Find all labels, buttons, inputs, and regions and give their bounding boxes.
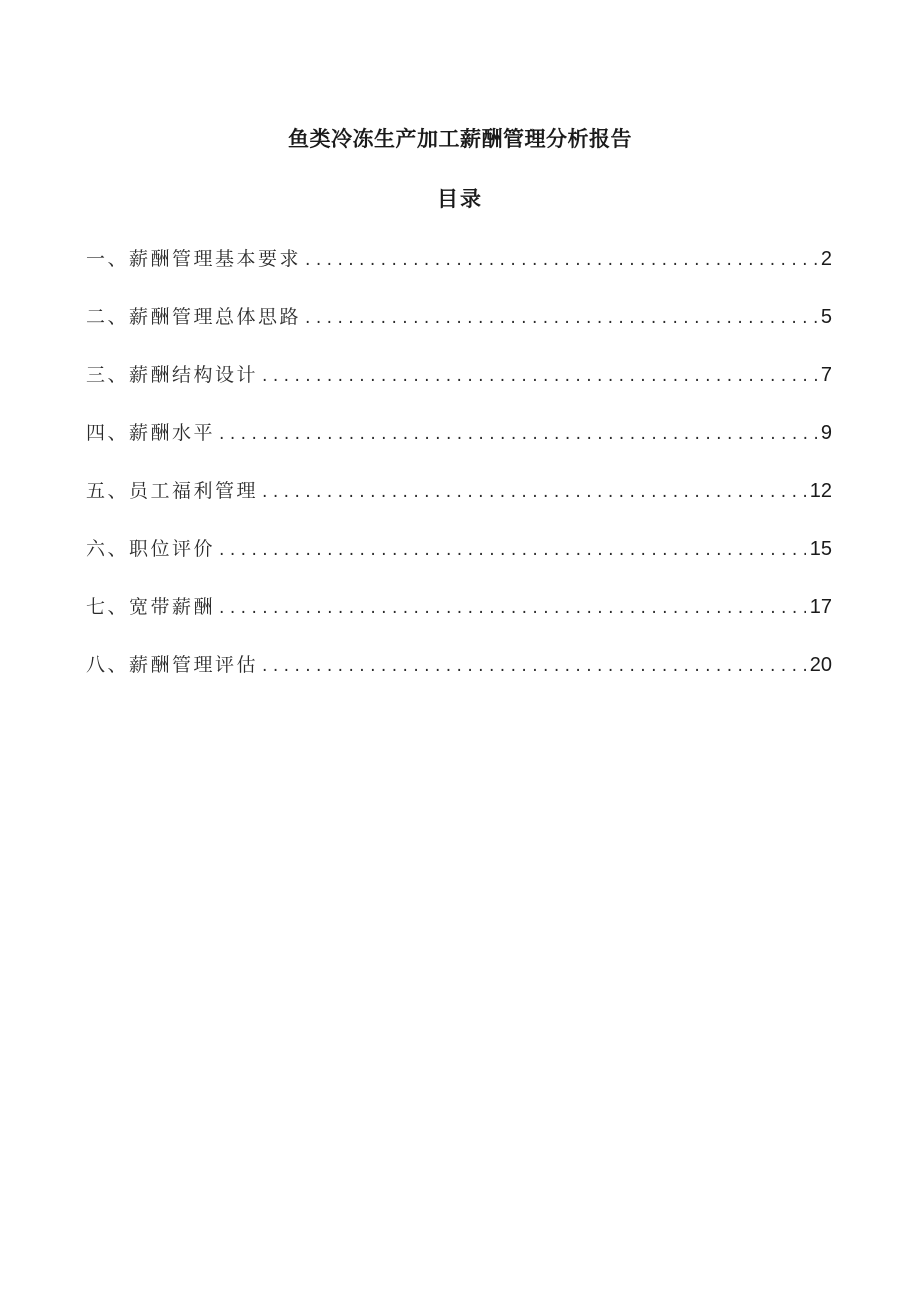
toc-dot-leader: [219, 535, 806, 565]
toc-dot-leader: [305, 303, 817, 333]
toc-entry-4[interactable]: [86, 418, 832, 476]
toc-entry-8[interactable]: [86, 650, 832, 708]
toc-entry-label: 六、职位评价: [86, 538, 216, 560]
toc-entry-page-number: 12: [809, 480, 832, 502]
toc-entry-label: 一、薪酬管理基本要求: [86, 248, 302, 270]
toc-entry-page-number: 9: [820, 422, 832, 444]
toc-entry-7[interactable]: [86, 592, 832, 650]
toc-entry-label: 五、员工福利管理: [86, 480, 259, 502]
toc-heading: 目录: [437, 187, 483, 211]
toc-entry-label: 四、薪酬水平: [86, 422, 216, 444]
toc-entry-label: 三、薪酬结构设计: [86, 364, 259, 386]
toc-entry-page-number: 15: [809, 538, 832, 560]
toc-entry-page-number: 7: [820, 364, 832, 386]
toc-dot-leader: [262, 651, 806, 681]
toc-entry-page-number: 17: [809, 596, 832, 618]
table-of-contents: [86, 244, 832, 708]
toc-entry-label: 二、薪酬管理总体思路: [86, 306, 302, 328]
toc-dot-leader: [219, 593, 806, 623]
toc-entry-page-number: 20: [809, 654, 832, 676]
toc-dot-leader: [305, 245, 817, 275]
toc-entry-1[interactable]: [86, 244, 832, 302]
toc-entry-label: 七、宽带薪酬: [86, 596, 216, 618]
toc-entry-6[interactable]: [86, 534, 832, 592]
toc-dot-leader: [262, 477, 806, 507]
toc-dot-leader: [262, 361, 817, 391]
toc-entry-page-number: 2: [820, 248, 832, 270]
toc-entry-page-number: 5: [820, 306, 832, 328]
toc-entry-label: 八、薪酬管理评估: [86, 654, 259, 676]
toc-dot-leader: [219, 419, 817, 449]
document-title: 鱼类冷冻生产加工薪酬管理分析报告: [288, 127, 632, 151]
toc-entry-2[interactable]: [86, 302, 832, 360]
toc-entry-5[interactable]: [86, 476, 832, 534]
toc-entry-3[interactable]: [86, 360, 832, 418]
